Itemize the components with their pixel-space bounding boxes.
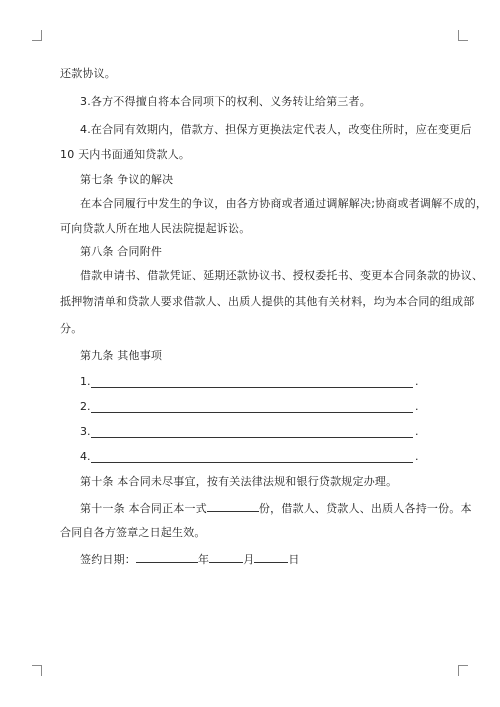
copies-blank[interactable] [207,500,259,512]
item-end: . [415,450,419,463]
crop-mark-bottom-right [458,665,459,676]
fill-in-blank[interactable] [91,462,413,463]
article-10-line: 第十条 本合同未尽事宜，按有关法律法规和银行贷款规定办理。 [80,475,398,488]
paragraph-line: 借款申请书、借款凭证、延期还款协议书、授权委托书、变更本合同条款的协议、 [80,269,484,282]
clause-item-4: 4.在合同有效期内，借款方、担保方更换法定代表人，改变住所时，应在变更后 [80,123,472,136]
item-end: . [415,400,419,413]
paragraph-line: 还款协议。 [60,67,116,80]
article-11-text: 第十一条 本合同正本一式 [80,502,207,515]
year-label: 年 [198,553,210,566]
article-9-heading: 第九条 其他事项 [80,349,163,362]
year-blank[interactable] [136,551,198,563]
paragraph-line: 合同自各方签章之日起生效。 [60,526,206,539]
item-end: . [415,375,419,388]
item-number: 2. [80,400,91,413]
article-7-heading: 第七条 争议的解决 [80,173,174,186]
day-blank[interactable] [254,551,288,563]
crop-mark-top-right [458,40,468,41]
item-number: 3. [80,425,91,438]
day-label: 日 [288,553,300,566]
clause-item-3: 3.各方不得擅自将本合同项下的权利、义务转让给第三者。 [80,95,371,108]
blank-item-2 [80,400,420,414]
sign-date-label: 签约日期： [80,553,136,566]
item-number: 4. [80,450,91,463]
blank-item-3 [80,425,420,439]
item-end: . [415,425,419,438]
fill-in-blank[interactable] [91,412,413,413]
month-label: 月 [243,553,255,566]
article-11-line [80,500,472,516]
article-8-heading: 第八条 合同附件 [80,245,163,258]
blank-item-4 [80,450,420,464]
crop-mark-top-left [41,30,42,41]
fill-in-blank[interactable] [91,437,413,438]
crop-mark-bottom-left [41,665,42,676]
crop-mark-top-right [458,30,459,41]
paragraph-line: 在本合同履行中发生的争议，由各方协商或者通过调解解决;协商或者调解不成的， [80,197,488,210]
month-blank[interactable] [209,551,243,563]
paragraph-line: 可向贷款人所在地人民法院提起诉讼。 [60,222,251,235]
sign-date-line [80,551,300,567]
blank-item-1 [80,375,420,389]
article-11-text-after: 份，借款人、贷款人、出质人各持一份。本 [258,502,472,515]
item-number: 1. [80,375,91,388]
paragraph-line: 分。 [60,322,83,335]
paragraph-line: 抵押物清单和贷款人要求借款人、出质人提供的其他有关材料，均为本合同的组成部 [60,295,475,308]
crop-mark-bottom-right [458,665,468,666]
paragraph-line: 10 天内书面通知贷款人。 [60,148,191,161]
fill-in-blank[interactable] [91,387,413,388]
